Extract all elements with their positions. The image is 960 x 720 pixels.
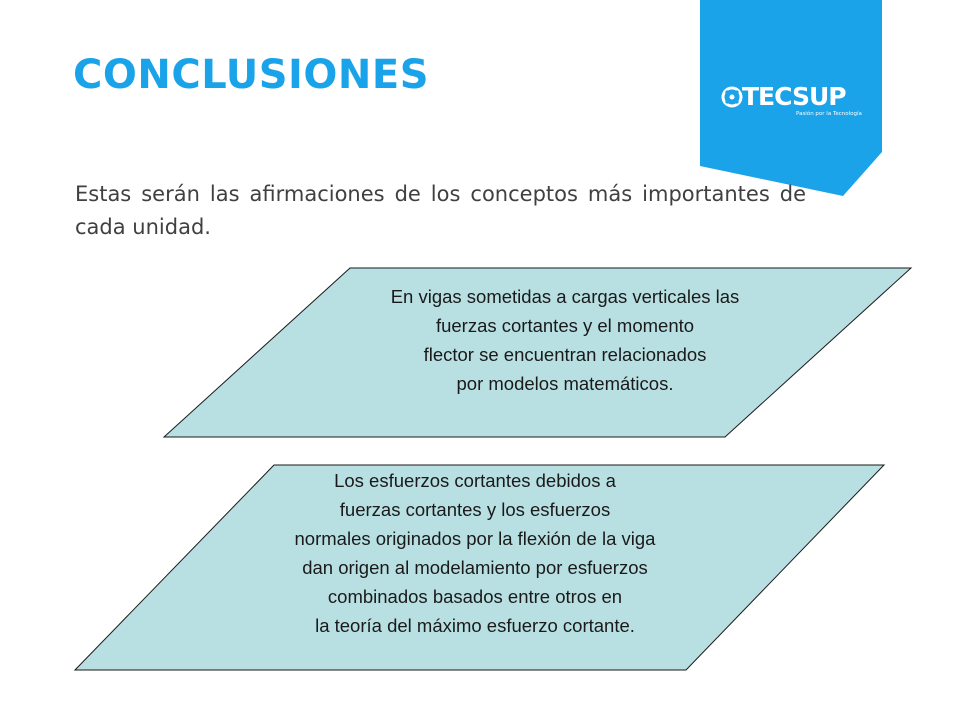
logo-name: TECSUP [742, 82, 846, 111]
page-title: CONCLUSIONES [73, 52, 430, 98]
logo-tagline: Pasión por la Tecnología [796, 111, 862, 117]
tecsup-logo-icon [721, 86, 743, 108]
intro-paragraph: Estas serán las afirmaciones de los conceptos más importantes de cada unidad. [75, 182, 806, 239]
statement-2-text: Los esfuerzos cortantes debidos a fuerzas cortantes y los esfuerzos normales originados por la flexión de la viga dan origen al modelamiento por esfuerzos combinados basados entre otros en la teoría del máximo esfuerzo cortante. [294, 470, 656, 636]
statement-1-text: En vigas sometidas a cargas verticales las fuerzas cortantes y el momento flector se encuentran relacionados por modelos matemáticos. [390, 286, 740, 394]
